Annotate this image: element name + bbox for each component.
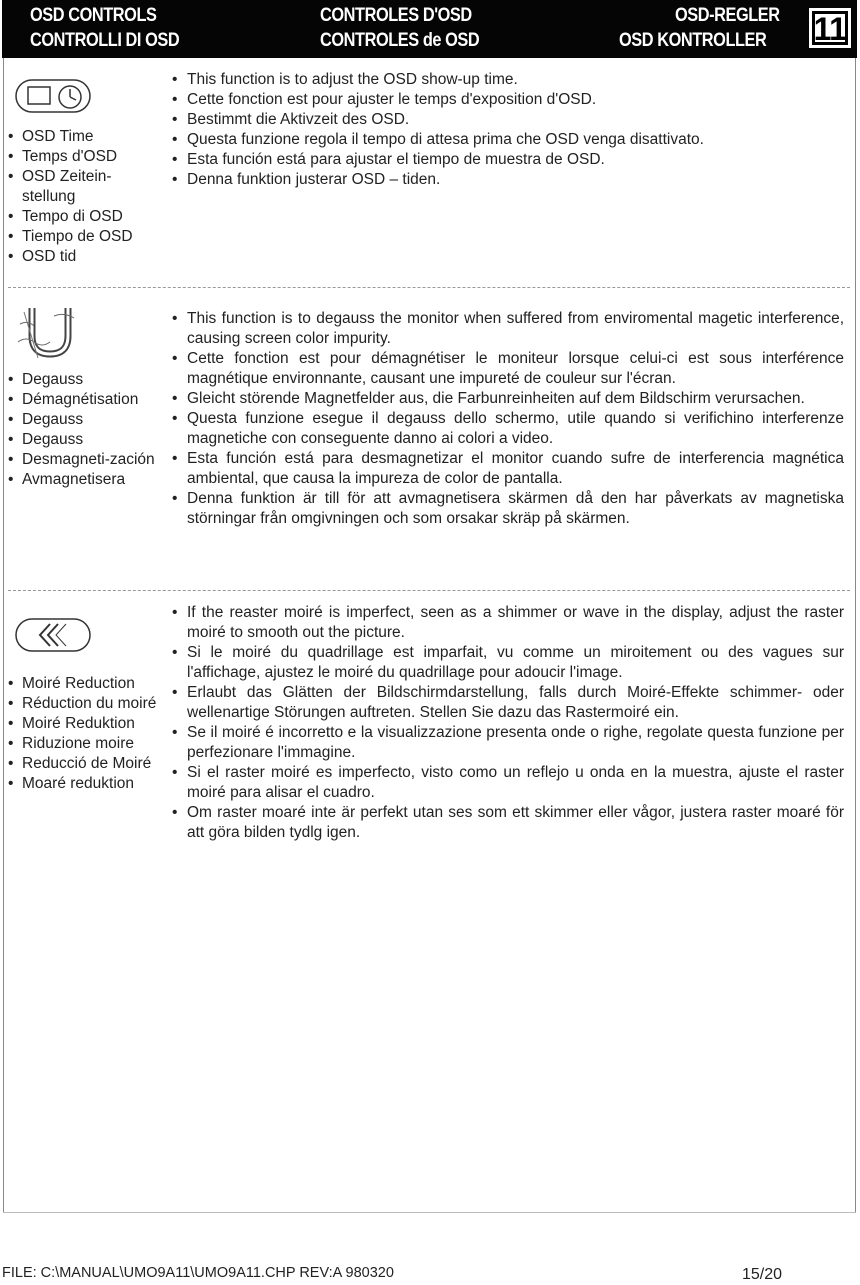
description-item: • Esta función está para desmagnetizar el monitor cuando sufre de interferencia magnética ambiental, que causa la impureza de color de pantalla. xyxy=(172,449,844,489)
section-osd-time-descriptions xyxy=(172,70,844,190)
label-item: • Démagnétisation xyxy=(8,390,160,410)
description-item: • Cette fonction est pour ajuster le temps d'exposition d'OSD. xyxy=(172,90,844,110)
section-divider xyxy=(8,590,850,591)
section-moire-descriptions xyxy=(172,603,844,843)
header-left-line1: OSD CONTROLS xyxy=(30,5,157,26)
description-item: • Questa funzione esegue il degauss dello schermo, utile quando si verifichino interferenze magnetiche con conseguente danno ai colori a video. xyxy=(172,409,844,449)
moire-wave-icon xyxy=(14,615,94,660)
description-item: • Cette fonction est pour démagnétiser le moniteur lorsque celui-ci est sous interférence magnétique environnante, causant une impureté de couleur sur l'écran. xyxy=(172,349,844,389)
label-item: • Degauss xyxy=(8,430,160,450)
header-right-line1: OSD-REGLER xyxy=(675,5,780,26)
label-item: • OSD tid xyxy=(8,247,160,267)
label-item: • Reducció de Moiré xyxy=(8,754,160,774)
description-item: • Se il moiré é incorretto e la visualizzazione presenta onde o righe, regolate questa funzione per perfezionare l'immagine. xyxy=(172,723,844,763)
label-item: • Riduzione moire xyxy=(8,734,160,754)
label-item: • Moaré reduktion xyxy=(8,774,160,794)
section-degauss-descriptions xyxy=(172,309,844,529)
description-item: • Si el raster moiré es imperfecto, visto como un reflejo u onda en la muestra, ajuste el raster moiré para alisar el cuadro. xyxy=(172,763,844,803)
label-item: • OSD Time xyxy=(8,127,160,147)
description-item: • Denna funktion är till för att avmagnetisera skärmen då den har påverkats av magnetiska störningar från omgivningen och som orsakar skräp på skärmen. xyxy=(172,489,844,529)
clock-monitor-icon xyxy=(14,76,94,121)
description-item: • Om raster moaré inte är perfekt utan ses som ett skimmer eller vågor, justera raster moaré för att göra bilden tydlg igen. xyxy=(172,803,844,843)
degauss-magnet-icon xyxy=(14,302,86,369)
section-divider xyxy=(8,287,850,288)
frame-left-rule xyxy=(3,58,4,1213)
label-item: • OSD Zeitein-stellung xyxy=(8,167,160,207)
label-item: • Réduction du moiré xyxy=(8,694,160,714)
description-item: • This function is to degauss the monitor when suffered from enviromental magetic interference, causing screen color impurity. xyxy=(172,309,844,349)
footer-page-number: 15/20 xyxy=(742,1266,783,1283)
label-item: • Desmagneti-zación xyxy=(8,450,160,470)
page-header xyxy=(2,0,857,58)
label-item: • Tiempo de OSD xyxy=(8,227,160,247)
label-item: • Moiré Reduction xyxy=(8,674,160,694)
label-item: • Temps d'OSD xyxy=(8,147,160,167)
description-item: • Questa funzione regola il tempo di attesa prima che OSD venga disattivato. xyxy=(172,130,844,150)
description-item: • Erlaubt das Glätten der Bildschirmdarstellung, falls durch Moiré-Effekte schimmer- oder wellenartige Störungen auftreten. Stellen Sie dazu das Rastermoiré ein. xyxy=(172,683,844,723)
section-moire-labels xyxy=(8,674,160,794)
header-center-line1: CONTROLES D'OSD xyxy=(320,5,472,26)
frame-right-rule xyxy=(855,58,856,1213)
label-item: • Degauss xyxy=(8,410,160,430)
description-item: • Denna funktion justerar OSD – tiden. xyxy=(172,170,844,190)
description-item: • Si le moiré du quadrillage est imparfait, vu comme un miroitement ou des vagues sur l'affichage, ajustez le moiré du quadrillage pour adoucir l'image. xyxy=(172,643,844,683)
label-item: • Degauss xyxy=(8,370,160,390)
description-item: • Esta función está para ajustar el tiempo de muestra de OSD. xyxy=(172,150,844,170)
header-left-line2: CONTROLLI DI OSD xyxy=(30,30,180,51)
label-item: • Tempo di OSD xyxy=(8,207,160,227)
label-item: • Avmagnetisera xyxy=(8,470,160,490)
label-item: • Moiré Reduktion xyxy=(8,714,160,734)
header-right-line2: OSD KONTROLLER xyxy=(619,30,767,51)
description-item: • Bestimmt die Aktivzeit des OSD. xyxy=(172,110,844,130)
section-osd-time-labels xyxy=(8,127,160,267)
description-item: • If the reaster moiré is imperfect, seen as a shimmer or wave in the display, adjust the raster moiré to smooth out the picture. xyxy=(172,603,844,643)
description-item: • This function is to adjust the OSD show-up time. xyxy=(172,70,844,90)
section-degauss-labels xyxy=(8,370,160,490)
page-number-badge: 11 xyxy=(809,8,851,48)
header-center-line2: CONTROLES de OSD xyxy=(320,30,480,51)
frame-bottom-rule xyxy=(3,1212,856,1213)
description-item: • Gleicht störende Magnetfelder aus, die Farbunreinheiten auf dem Bildschirm verursachen. xyxy=(172,389,844,409)
footer-file-path: FILE: C:\MANUAL\UMO9A11\UMO9A11.CHP REV:A 980320 xyxy=(2,1265,394,1281)
